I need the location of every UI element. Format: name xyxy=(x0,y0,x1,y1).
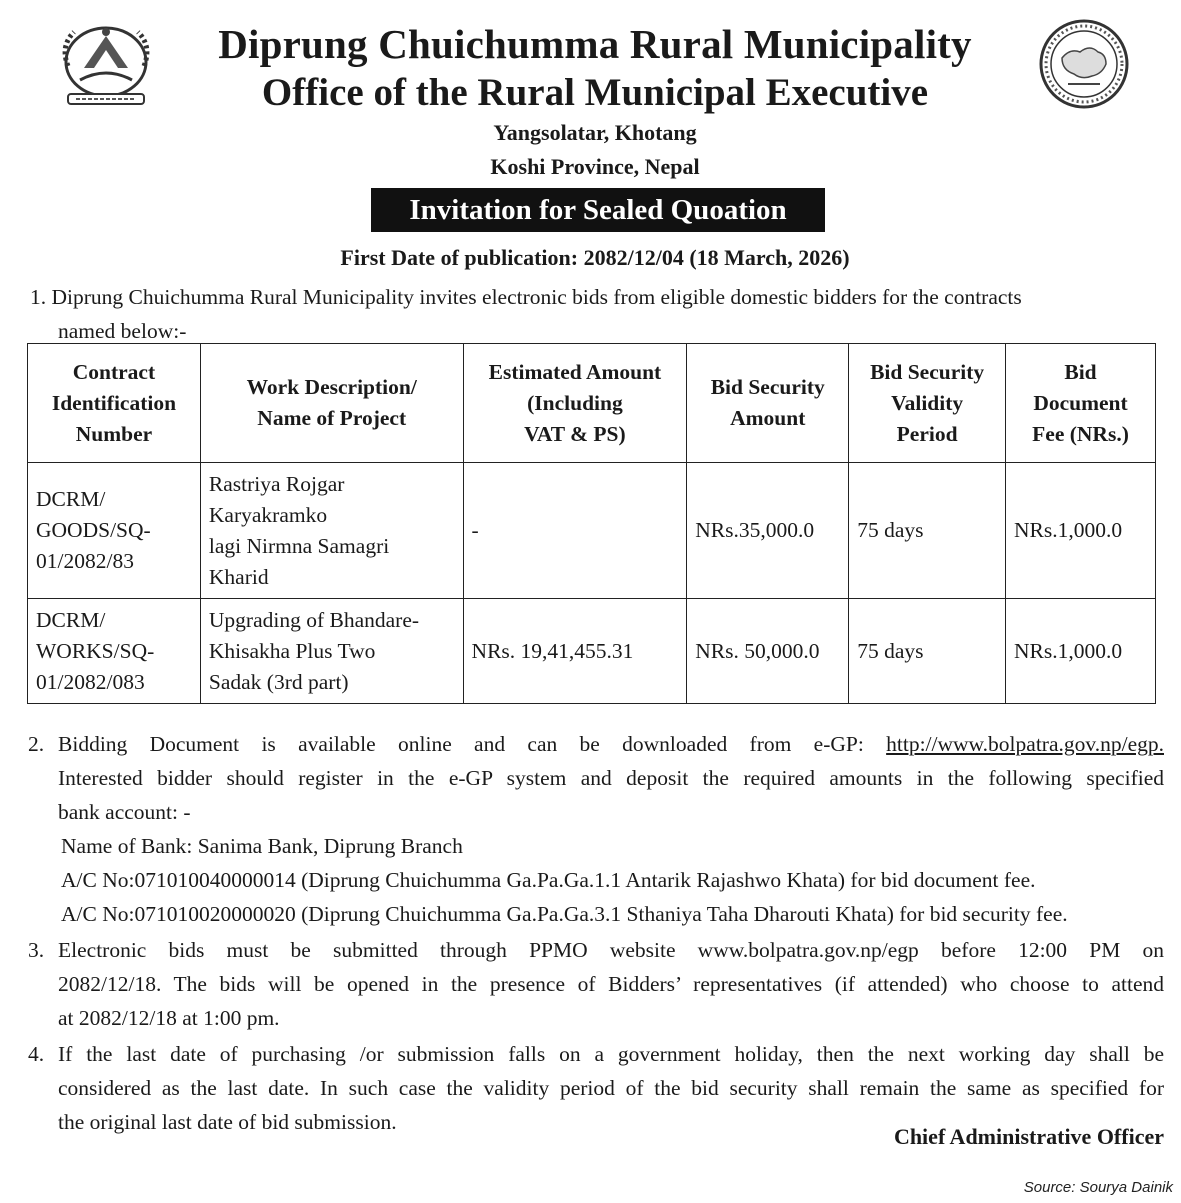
contract-id-cell: DCRM/ GOODS/SQ- 01/2082/83 xyxy=(28,463,201,599)
intro-paragraph xyxy=(30,280,1160,348)
document-fee-cell: NRs.1,000.0 xyxy=(1006,463,1156,599)
notice-title-banner: Invitation for Sealed Quoation xyxy=(371,188,825,232)
bank-name: Name of Bank: Sanima Bank, Diprung Branch xyxy=(61,834,463,858)
document-fee-cell: NRs.1,000.0 xyxy=(1006,599,1156,704)
address-line-1: Yangsolatar, Khotang xyxy=(493,120,697,145)
validity-period-cell: 75 days xyxy=(849,463,1006,599)
section-2-line: bank account: - xyxy=(58,800,191,824)
header-contract-id: Contract Identification Number xyxy=(28,344,201,463)
publication-date: First Date of publication: 2082/12/04 (18 March, 2026) xyxy=(340,245,850,270)
item-number: 1. xyxy=(30,285,47,309)
contracts-table xyxy=(27,343,1156,704)
header-estimated-amount: Estimated Amount (Including VAT & PS) xyxy=(463,344,687,463)
signatory-title: Chief Administrative Officer xyxy=(893,1124,1164,1149)
header-bid-security-validity: Bid Security Validity Period xyxy=(849,344,1006,463)
header-bid-security-amount: Bid Security Amount xyxy=(687,344,849,463)
account-bid-security: A/C No:071010020000020 (Diprung Chuichumma Ga.Pa.Ga.3.1 Sthaniya Taha Dharouti Khata) for bid security fee. xyxy=(61,902,1068,926)
work-description-cell: Upgrading of Bhandare- Khisakha Plus Two Sadak (3rd part) xyxy=(200,599,463,704)
bid-security-amount-cell: NRs.35,000.0 xyxy=(687,463,849,599)
table-row xyxy=(28,463,1156,599)
egp-link[interactable]: http://www.bolpatra.gov.np/egp. xyxy=(886,732,1164,756)
table-row xyxy=(28,599,1156,704)
section-2 xyxy=(28,727,1164,931)
header-work-description: Work Description/ Name of Project xyxy=(200,344,463,463)
contract-id-cell: DCRM/ WORKS/SQ- 01/2082/083 xyxy=(28,599,201,704)
intro-line: named below:- xyxy=(58,319,187,343)
table-header-row xyxy=(28,344,1156,463)
account-document-fee: A/C No:071010040000014 (Diprung Chuichumma Ga.Pa.Ga.1.1 Antarik Rajashwo Khata) for bid document fee. xyxy=(61,868,1036,892)
work-description-cell: Rastriya Rojgar Karyakramko lagi Nirmna Samagri Kharid xyxy=(200,463,463,599)
item-number: 2. xyxy=(28,732,45,756)
section-3-line: 2082/12/18. The bids will be opened in the presence of Bidders’ representatives (if attended) who choose to attend xyxy=(58,972,1164,996)
item-number: 4. xyxy=(28,1042,45,1066)
section-4-line: If the last date of purchasing /or submission falls on a government holiday, then the next working day shall be xyxy=(58,1042,1164,1066)
section-2-line: Bidding Document is available online and can be downloaded from e-GP: xyxy=(58,732,864,756)
source-credit: Source: Sourya Dainik xyxy=(1023,1179,1173,1196)
item-number: 3. xyxy=(28,938,45,962)
bid-security-amount-cell: NRs. 50,000.0 xyxy=(687,599,849,704)
section-4-line: the original last date of bid submission. xyxy=(58,1110,397,1134)
address-line-2: Koshi Province, Nepal xyxy=(490,154,700,179)
municipality-name: Diprung Chuichumma Rural Municipality xyxy=(218,21,972,67)
section-3-line: at 2082/12/18 at 1:00 pm. xyxy=(58,1006,280,1030)
intro-line: Diprung Chuichumma Rural Municipality invites electronic bids from eligible domestic bidders for the contracts xyxy=(51,285,1022,309)
office-name: Office of the Rural Municipal Executive xyxy=(261,71,929,114)
estimated-amount-cell: NRs. 19,41,455.31 xyxy=(463,599,687,704)
section-3 xyxy=(28,933,1164,1035)
section-3-line: Electronic bids must be submitted through PPMO website www.bolpatra.gov.np/egp before 12:00 PM on xyxy=(58,938,1164,962)
municipality-seal-icon xyxy=(1038,18,1130,110)
section-4-line: considered as the last date. In such case the validity period of the bid security shall remain the same as specified for xyxy=(58,1076,1164,1100)
validity-period-cell: 75 days xyxy=(849,599,1006,704)
section-2-line: Interested bidder should register in the e-GP system and deposit the required amounts in the following specified xyxy=(58,766,1164,790)
estimated-amount-cell: - xyxy=(463,463,687,599)
header-bid-document-fee: Bid Document Fee (NRs.) xyxy=(1006,344,1156,463)
